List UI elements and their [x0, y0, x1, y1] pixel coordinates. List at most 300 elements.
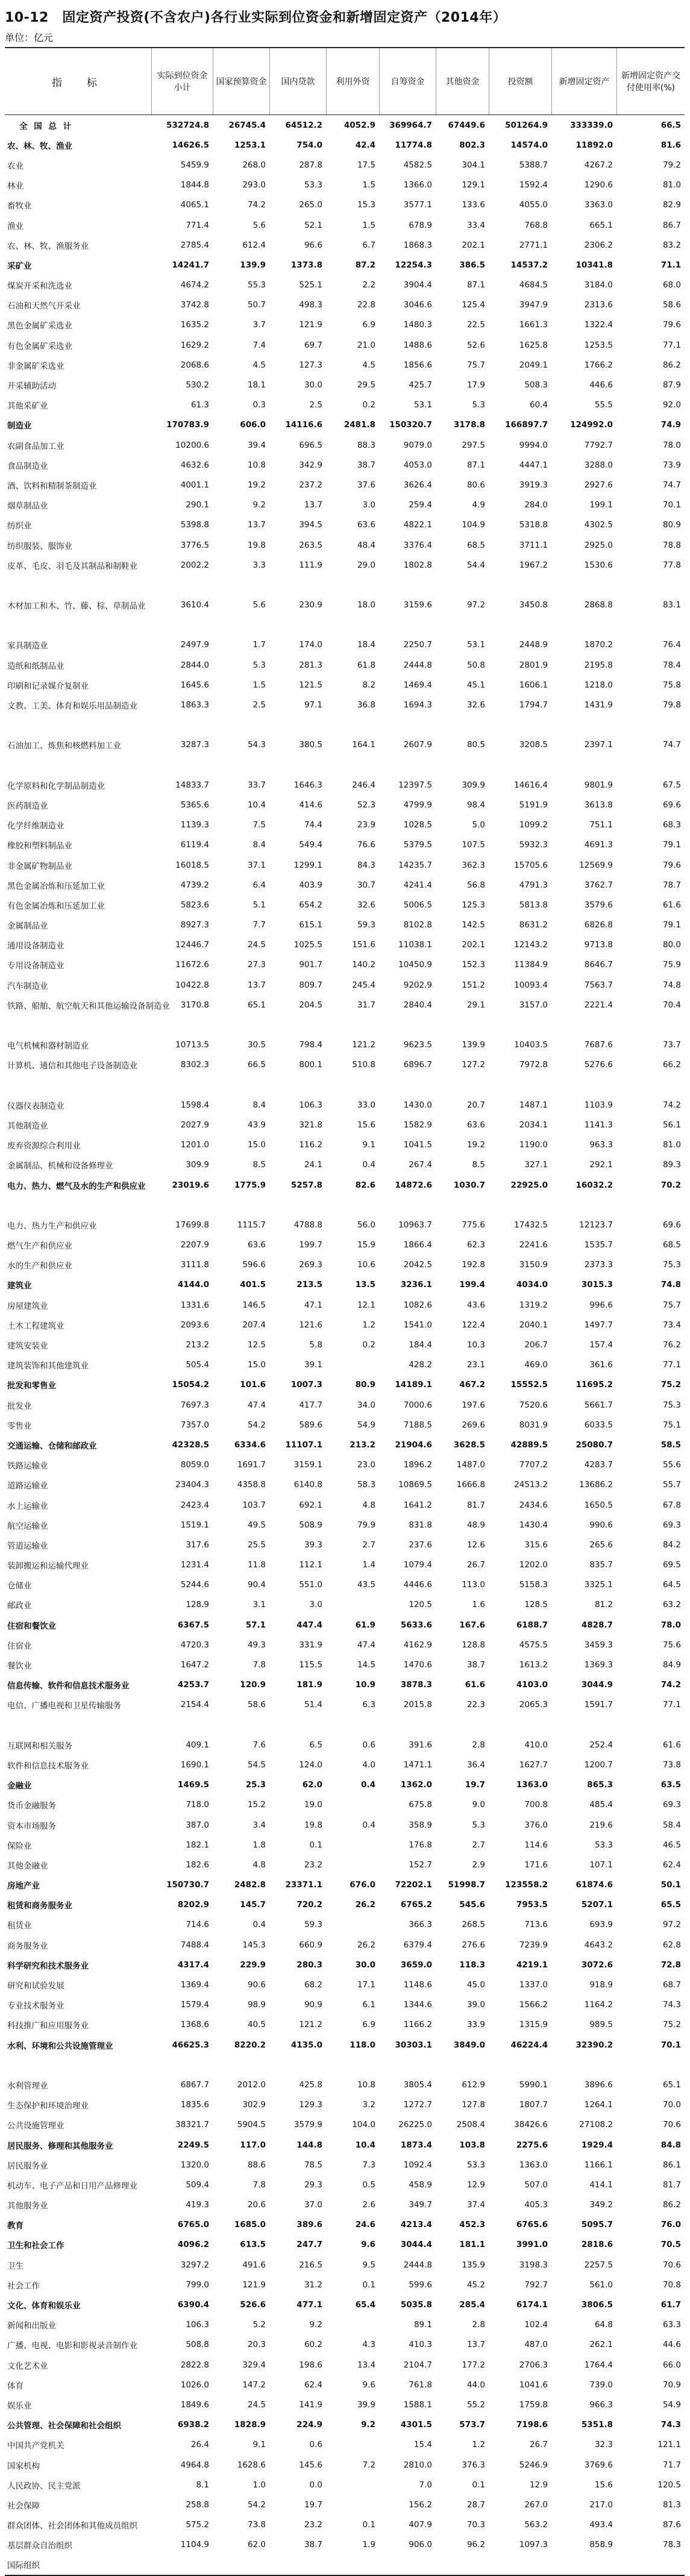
table-cell: 573.7: [459, 2420, 485, 2430]
table-cell: 1115.7: [237, 1220, 266, 1230]
table-cell: 13.4: [357, 2360, 375, 2370]
table-row: [5, 255, 685, 275]
table-cell: 1028.5: [403, 820, 432, 830]
table-cell: 2397.1: [584, 740, 613, 750]
table-cell: 73.4: [662, 1320, 681, 1330]
table-cell: 84.9: [662, 1660, 681, 1670]
table-cell: 1794.7: [519, 700, 548, 710]
table-cell: 276.6: [462, 1940, 485, 1950]
table-cell: 3919.3: [519, 480, 548, 490]
table-cell: 8102.8: [403, 920, 432, 930]
table-cell: 87.1: [466, 460, 485, 470]
table-cell: 2607.9: [403, 740, 432, 750]
table-cell: 78.4: [662, 660, 681, 670]
table-cell: 140.2: [352, 960, 375, 970]
table-cell: 230.9: [299, 600, 322, 610]
table-cell: 331.9: [299, 1640, 322, 1650]
table-cell: 3198.3: [519, 2260, 548, 2270]
table-cell: 58.5: [660, 1440, 681, 1450]
table-row: [5, 1435, 685, 1455]
table-row: [5, 555, 685, 575]
table-cell: 90.4: [247, 1580, 266, 1590]
table-cell: 146.5: [242, 1300, 266, 1310]
row-label: 娱乐业: [7, 2401, 32, 2411]
row-label: 橡胶和塑料制品业: [7, 841, 72, 851]
table-cell: 30.0: [304, 380, 322, 390]
table-cell: 2818.6: [581, 2240, 613, 2250]
table-cell: 16032.2: [576, 1180, 613, 1190]
table-cell: 229.9: [240, 1960, 266, 1970]
table-cell: 2927.6: [584, 480, 613, 490]
table-cell: 1625.8: [519, 340, 548, 350]
row-label: 居民服务、修理和其他服务业: [7, 2141, 113, 2151]
table-cell: 202.1: [462, 240, 485, 250]
table-cell: 9.2: [309, 2320, 322, 2330]
table-cell: 74.2: [660, 1680, 681, 1690]
table-cell: 4219.1: [516, 1960, 548, 1970]
table-cell: 13.5: [355, 1280, 375, 1290]
table-cell: 45.1: [466, 680, 485, 690]
table-cell: 123558.2: [505, 1880, 548, 1890]
table-cell: 342.9: [299, 460, 322, 470]
table-cell: 181.1: [459, 2240, 485, 2250]
table-cell: 6867.7: [180, 2079, 209, 2090]
table-cell: 3577.1: [403, 200, 432, 210]
table-cell: 1775.9: [234, 1180, 266, 1190]
row-label: 中国共产党机关: [7, 2441, 64, 2451]
table-row: [5, 295, 685, 315]
row-label: 建筑业: [7, 1281, 32, 1291]
table-cell: 1759.8: [519, 2399, 548, 2410]
table-cell: 67449.6: [448, 120, 485, 130]
table-cell: 52.1: [304, 220, 322, 230]
table-cell: 37.0: [304, 2200, 322, 2210]
table-cell: 53.3: [594, 1840, 613, 1850]
row-label: 家具制造业: [7, 641, 48, 651]
table-cell: 1530.6: [584, 560, 613, 570]
table-cell: 267.0: [524, 2499, 548, 2510]
table-cell: 15.0: [247, 1360, 266, 1370]
table-row: [5, 1195, 685, 1215]
table-cell: 2444.8: [403, 2260, 432, 2270]
table-cell: 23.2: [304, 2520, 322, 2530]
row-label: 有色金属矿采选业: [7, 341, 72, 351]
table-cell: 21904.6: [395, 1440, 432, 1450]
row-label: 电力、热力、燃气及水的生产和供应业: [7, 1181, 146, 1191]
table-row: [5, 275, 685, 295]
table-cell: 1646.3: [293, 780, 322, 790]
table-row: [5, 775, 685, 795]
table-cell: 50.1: [660, 1880, 681, 1890]
table-row: [5, 1915, 685, 1935]
row-label: 化学原料和化学制品制造业: [7, 781, 105, 791]
table-cell: 12143.2: [514, 940, 548, 950]
table-cell: 768.8: [524, 220, 548, 230]
table-cell: 692.1: [299, 1500, 322, 1510]
table-cell: 54.2: [247, 2499, 266, 2510]
table-row: [5, 1675, 685, 1695]
table-cell: 121.2: [352, 1040, 375, 1050]
table-cell: 30.7: [357, 880, 375, 890]
table-cell: 2015.8: [403, 1700, 432, 1710]
table-cell: 0.6: [362, 1740, 375, 1750]
table-cell: 245.4: [352, 980, 375, 990]
table-cell: 1661.3: [519, 320, 548, 330]
table-cell: 54.4: [466, 560, 485, 570]
table-cell: 966.3: [589, 2399, 613, 2410]
header-other-funds: 其他资金: [436, 48, 489, 114]
table-cell: 106.3: [299, 1100, 322, 1110]
table-cell: 237.6: [409, 1540, 432, 1550]
row-label: 教育: [7, 2221, 24, 2231]
table-cell: 80.6: [466, 480, 485, 490]
row-label: 农、林、牧、渔业: [7, 141, 72, 151]
table-cell: 0.4: [361, 1780, 375, 1790]
table-cell: 115.5: [299, 1660, 322, 1670]
header-indicator: 指 标: [52, 77, 104, 89]
table-row: [5, 515, 685, 535]
table-cell: 1487.0: [456, 1460, 485, 1470]
table-cell: 11.8: [247, 1560, 266, 1570]
table-cell: 44.0: [466, 2380, 485, 2390]
table-cell: 78.0: [662, 440, 681, 450]
table-cell: 57.1: [245, 1620, 266, 1630]
table-cell: 166897.7: [505, 420, 548, 430]
table-cell: 425.7: [409, 380, 432, 390]
table-cell: 2.5: [309, 400, 322, 410]
table-row: [5, 395, 685, 415]
row-label: 电信、广播电视和卫星传输服务: [7, 1701, 121, 1711]
table-cell: 2275.6: [516, 2140, 548, 2150]
table-cell: 1591.7: [584, 1700, 613, 1710]
table-cell: 112.1: [299, 1560, 322, 1570]
table-cell: 118.3: [459, 1960, 485, 1970]
table-cell: 7198.6: [516, 2420, 548, 2430]
table-cell: 8927.3: [180, 920, 209, 930]
table-cell: 43.9: [247, 1120, 266, 1130]
table-cell: 74.9: [660, 420, 681, 430]
table-cell: 792.7: [524, 2280, 548, 2290]
table-cell: 1828.9: [234, 2420, 266, 2430]
table-cell: 3947.9: [519, 300, 548, 310]
row-label: 基层群众自治组织: [7, 2541, 72, 2551]
table-cell: 4.5: [252, 360, 266, 370]
table-cell: 216.5: [299, 2260, 322, 2270]
table-cell: 14872.6: [395, 1180, 432, 1190]
table-cell: 4055.0: [519, 200, 548, 210]
table-cell: 64.5: [662, 1580, 681, 1590]
table-row: [5, 1655, 685, 1675]
table-cell: 1079.4: [403, 1560, 432, 1570]
table-cell: 5246.9: [519, 2460, 548, 2470]
table-cell: 7.4: [252, 340, 266, 350]
table-cell: 10341.8: [576, 260, 613, 270]
table-cell: 29.1: [466, 1000, 485, 1010]
table-cell: 1290.6: [584, 180, 613, 190]
row-label: 餐饮业: [7, 1661, 32, 1672]
table-row: [5, 755, 685, 775]
table-cell: 24.6: [355, 2220, 375, 2230]
table-cell: 74.8: [662, 980, 681, 990]
row-label: 汽车制造业: [7, 981, 48, 991]
header-investment: 投资额: [489, 48, 551, 114]
table-cell: 54.5: [247, 1760, 266, 1770]
table-cell: 75.6: [662, 1640, 681, 1650]
table-cell: 124.0: [299, 1760, 322, 1770]
table-cell: 145.7: [240, 1900, 266, 1910]
table-cell: 5257.8: [290, 1180, 322, 1190]
table-cell: 7563.7: [584, 980, 613, 990]
table-cell: 0.0: [309, 2480, 322, 2490]
table-row: [5, 1735, 685, 1755]
table-cell: 410.3: [409, 2340, 432, 2350]
table-cell: 2840.4: [403, 1000, 432, 1010]
table-cell: 82.6: [355, 1180, 375, 1190]
table-row: [5, 2235, 685, 2255]
table-cell: 14.5: [357, 1660, 375, 1670]
header-new-fixed-assets: 新增固定资产: [551, 48, 616, 114]
table-row: [5, 575, 685, 595]
table-row: [5, 1695, 685, 1715]
table-cell: 858.9: [589, 2540, 613, 2550]
row-label: 住宿和餐饮业: [7, 1621, 56, 1631]
table-cell: 61.9: [355, 1620, 375, 1630]
table-cell: 56.1: [662, 1120, 681, 1130]
table-cell: 3459.3: [584, 1640, 613, 1650]
table-cell: 2195.8: [584, 660, 613, 670]
table-cell: 7188.5: [403, 1420, 432, 1430]
table-cell: 40.5: [247, 2020, 266, 2030]
table-cell: 7697.3: [180, 1400, 209, 1410]
table-cell: 252.4: [589, 1740, 613, 1750]
table-cell: 10093.4: [514, 980, 548, 990]
table-cell: 70.5: [660, 2240, 681, 2250]
table-cell: 403.9: [299, 880, 322, 890]
row-label: 其他制造业: [7, 1121, 48, 1131]
table-cell: 452.3: [459, 2220, 485, 2230]
table-cell: 29.0: [357, 560, 375, 570]
table-cell: 665.1: [589, 220, 613, 230]
table-cell: 66.2: [662, 1060, 681, 1070]
row-label: 文教、工美、体育和娱乐用品制造业: [7, 701, 137, 712]
table-cell: 7.5: [252, 820, 266, 830]
table-cell: 267.4: [409, 1160, 432, 1170]
table-cell: 49.3: [247, 1640, 266, 1650]
table-cell: 9.1: [252, 2440, 266, 2450]
table-row: [5, 895, 685, 915]
table-cell: 1519.1: [180, 1520, 209, 1530]
table-cell: 78.3: [662, 2540, 681, 2550]
table-cell: 60.4: [529, 400, 548, 410]
table-cell: 117.0: [240, 2140, 266, 2150]
table-cell: 74.2: [247, 200, 266, 210]
table-cell: 78.0: [660, 1620, 681, 1630]
table-cell: 262.1: [589, 2340, 613, 2350]
table-cell: 1200.7: [584, 1760, 613, 1770]
table-cell: 508.3: [524, 380, 548, 390]
table-cell: 3150.9: [519, 1260, 548, 1270]
table-row: [5, 1315, 685, 1335]
table-cell: 2925.0: [584, 540, 613, 550]
table-row: [5, 1335, 685, 1355]
table-cell: 606.0: [240, 420, 266, 430]
table-cell: 2.6: [362, 2200, 375, 2210]
table-cell: 103.7: [242, 1500, 266, 1510]
table-cell: 8.4: [252, 840, 266, 850]
table-cell: 2444.8: [403, 660, 432, 670]
table-cell: 6.4: [252, 880, 266, 890]
table-cell: 739.0: [589, 2380, 613, 2390]
table-cell: 70.3: [466, 2520, 485, 2530]
table-cell: 1835.6: [180, 2100, 209, 2110]
table-cell: 507.0: [524, 2180, 548, 2190]
table-cell: 7792.7: [584, 440, 613, 450]
table-cell: 1967.2: [519, 560, 548, 570]
table-cell: 309.9: [462, 780, 485, 790]
table-cell: 5207.1: [581, 1900, 613, 1910]
table-cell: 81.7: [662, 2180, 681, 2190]
table-cell: 713.6: [524, 1920, 548, 1930]
table-cell: 7972.8: [519, 1060, 548, 1070]
table-cell: 51998.7: [448, 1880, 485, 1890]
table-cell: 38.7: [357, 460, 375, 470]
table-cell: 4283.7: [584, 1460, 613, 1470]
table-cell: 447.4: [296, 1620, 322, 1630]
row-label: 人民政协、民主党派: [7, 2481, 81, 2491]
table-cell: 366.3: [409, 1920, 432, 1930]
table-cell: 121.9: [299, 320, 322, 330]
table-cell: 4034.0: [516, 1280, 548, 1290]
table-row: [5, 335, 685, 355]
table-row: [5, 1395, 685, 1415]
table-cell: 55.6: [662, 1460, 681, 1470]
table-cell: 293.0: [242, 180, 266, 190]
table-cell: 8.4: [252, 1100, 266, 1110]
table-cell: 7.6: [252, 1740, 266, 1750]
table-cell: 1480.3: [403, 320, 432, 330]
table-row: [5, 1975, 685, 1995]
table-cell: 333339.0: [570, 120, 613, 130]
table-row: [5, 995, 685, 1015]
table-cell: 2221.4: [584, 1000, 613, 1010]
row-label: 黑色金属冶炼和压延加工业: [7, 881, 105, 891]
table-cell: 15054.2: [172, 1380, 209, 1390]
row-label: 信息传输、软件和信息技术服务业: [7, 1681, 130, 1691]
table-cell: 1319.2: [519, 1300, 548, 1310]
table-cell: 70.0: [662, 2100, 681, 2110]
row-label: 金融业: [7, 1781, 32, 1791]
table-cell: 9801.9: [584, 780, 613, 790]
table-cell: 771.4: [186, 220, 209, 230]
table-cell: 1430.0: [403, 1100, 432, 1110]
table-cell: 150730.7: [166, 1880, 209, 1890]
table-cell: 8202.9: [177, 1900, 209, 1910]
table-cell: 1579.4: [180, 2000, 209, 2010]
table-cell: 5095.7: [581, 2220, 613, 2230]
table-cell: 6367.5: [177, 1620, 209, 1630]
table-cell: 10713.5: [175, 1040, 209, 1050]
row-label: 其他金融业: [7, 1861, 48, 1871]
table-cell: 74.2: [662, 1100, 681, 1110]
table-row: [5, 675, 685, 695]
table-cell: 802.3: [459, 140, 485, 150]
table-cell: 12446.7: [175, 940, 209, 950]
table-cell: 26225.0: [398, 2120, 432, 2130]
table-cell: 4964.8: [180, 2460, 209, 2470]
table-cell: 6379.4: [403, 1940, 432, 1950]
table-cell: 22925.0: [510, 1180, 548, 1190]
table-cell: 678.9: [409, 220, 432, 230]
row-label: 租赁和商务服务业: [7, 1901, 72, 1911]
table-cell: 23.2: [304, 1860, 322, 1870]
row-label: 渔业: [7, 221, 24, 231]
table-cell: 6033.5: [584, 1420, 613, 1430]
table-cell: 1582.9: [403, 1120, 432, 1130]
table-cell: 12569.9: [579, 860, 613, 870]
row-label: 土木工程建筑业: [7, 1321, 64, 1331]
table-cell: 1497.7: [584, 1320, 613, 1330]
table-cell: 42328.5: [172, 1440, 209, 1450]
table-row: [5, 1055, 685, 1075]
table-cell: 4302.5: [584, 520, 613, 530]
table-cell: 1099.2: [519, 820, 548, 830]
table-cell: 4632.6: [180, 460, 209, 470]
table-cell: 10422.8: [175, 980, 209, 990]
table-cell: 3991.0: [516, 2240, 548, 2250]
table-cell: 2434.6: [519, 1500, 548, 1510]
table-cell: 1849.6: [180, 2399, 209, 2410]
table-cell: 654.2: [299, 900, 322, 910]
table-cell: 4267.2: [584, 160, 613, 170]
table-cell: 3659.0: [400, 1960, 432, 1970]
row-label: 水上运输业: [7, 1501, 48, 1511]
table-cell: 3.4: [252, 1820, 266, 1830]
table-row: [5, 1715, 685, 1735]
table-cell: 75.7: [662, 1300, 681, 1310]
table-cell: 287.8: [299, 160, 322, 170]
table-cell: 14537.2: [510, 260, 548, 270]
table-cell: 27108.2: [579, 2120, 613, 2130]
table-cell: 86.2: [662, 2200, 681, 2210]
table-cell: 1041.5: [403, 1140, 432, 1150]
table-cell: 87.1: [466, 280, 485, 290]
table-row: [5, 1995, 685, 2015]
table-cell: 65.5: [660, 1900, 681, 1910]
table-cell: 62.8: [662, 1940, 681, 1950]
table-cell: 990.6: [589, 1520, 613, 1530]
table-cell: 5.3: [472, 1820, 485, 1830]
table-cell: 532724.8: [166, 120, 209, 130]
table-cell: 4096.2: [177, 2240, 209, 2250]
row-label: 烟草制品业: [7, 501, 48, 512]
table-cell: 1606.1: [519, 680, 548, 690]
table-cell: 458.9: [409, 2180, 432, 2190]
table-cell: 2313.6: [584, 300, 613, 310]
table-cell: 54.2: [247, 1420, 266, 1430]
table-cell: 10.9: [355, 1680, 375, 1690]
table-cell: 19.2: [466, 1140, 485, 1150]
row-label: 国际组织: [7, 2561, 40, 2571]
table-cell: 389.6: [296, 2220, 322, 2230]
table-cell: 33.0: [357, 1100, 375, 1110]
table-cell: 2844.0: [180, 660, 209, 670]
table-cell: 80.9: [662, 520, 681, 530]
table-cell: 6140.8: [293, 1480, 322, 1490]
row-label: 货币金融服务: [7, 1801, 56, 1811]
table-cell: 181.9: [296, 1680, 322, 1690]
table-cell: 78.7: [662, 880, 681, 890]
table-cell: 401.5: [240, 1280, 266, 1290]
